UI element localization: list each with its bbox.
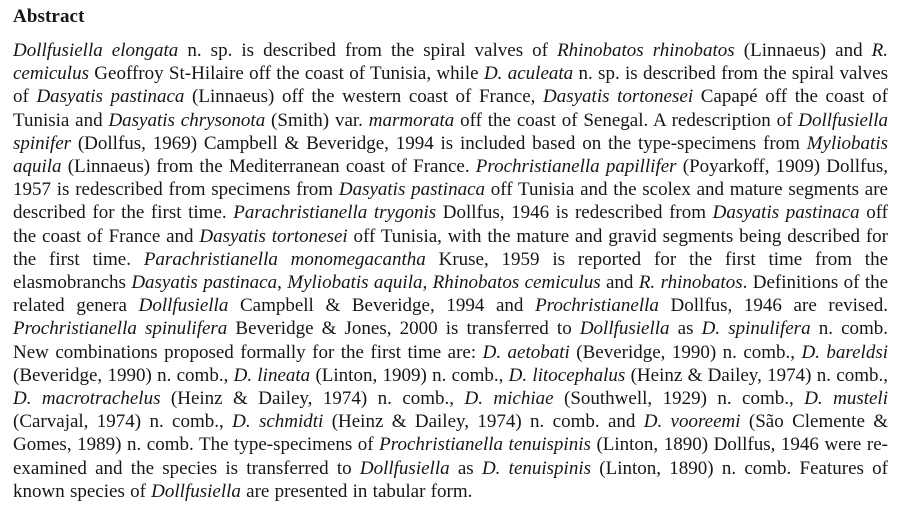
taxon-name: Dasyatis pastinaca (712, 202, 860, 224)
taxon-name: Rhinobatos rhinobatos (557, 40, 735, 61)
abstract-text-run: (Linton, 1890) n. comb. Features of known species of (13, 457, 889, 502)
abstract-text-run: , (277, 272, 288, 294)
abstract-text-run: (Linnaeus) off the western coast of France, (184, 86, 543, 108)
abstract-text-run: as (449, 457, 482, 479)
taxon-name: D. schmidti (232, 411, 324, 433)
abstract-text-run: (São Clemente & Gomes, 1989) n. comb. The type-specimens of (13, 411, 889, 456)
abstract-text-run: (Beveridge, 1990) n. comb., (569, 341, 802, 363)
abstract-text-run: off Tunisia and the scolex and mature segments are described for the first time. (13, 179, 888, 224)
taxon-name: Dollfusiella (151, 480, 241, 502)
abstract-text-run: n. sp. is described from the spiral valves of (13, 63, 888, 108)
abstract-text-run: off Tunisia, with the mature and gravid segments being described for the first time. (13, 225, 888, 270)
abstract-heading: Abstract (13, 6, 85, 27)
taxon-name: Dollfusiella (138, 295, 229, 317)
taxon-name: Parachristianella monomegacantha (143, 248, 426, 270)
abstract-text-run: (Smith) var. (265, 109, 369, 131)
taxon-name: Dasyatis pastinaca (338, 179, 486, 201)
abstract-text-run: Campbell & Beveridge, 1994 and (228, 295, 536, 317)
abstract-text (13, 39, 888, 503)
taxon-name: Dasyatis pastinaca (131, 272, 278, 294)
taxon-name: D. spinulifera (701, 318, 811, 340)
taxon-name: Parachristianella trygonis (233, 202, 437, 224)
taxon-name: Rhinobatos cemiculus (432, 272, 601, 294)
abstract-text-run: (Southwell, 1929) n. comb., (553, 388, 805, 410)
taxon-name: Dasyatis tortonesei (543, 86, 694, 108)
taxon-name: D. musteli (804, 388, 888, 410)
abstract-text-run: (Linton, 1909) n. comb., (310, 364, 509, 386)
taxon-name: Dasyatis tortonesei (199, 225, 348, 247)
abstract-text-run: (Beveridge, 1990) n. comb., (13, 364, 234, 386)
taxon-name: Dasyatis chrysonota (108, 109, 266, 131)
abstract-text-run: Kruse, 1959 is reported for the first time from the elasmobranchs (13, 248, 889, 294)
abstract-text-run: Dollfus, 1946 is redescribed from (436, 202, 713, 224)
abstract-text-run: (Linnaeus) and (734, 40, 872, 61)
taxon-name: R. rhinobatos (638, 272, 743, 294)
abstract-text-run: Geoffroy St-Hilaire off the coast of Tunisia, while (88, 63, 484, 85)
taxon-name: D. aetobati (482, 341, 570, 363)
abstract-text-run: (Linnaeus) from the Mediterranean coast of France. (61, 156, 476, 178)
taxon-name: D. vooreemi (643, 411, 741, 433)
taxon-name: Dollfusiella spinifer (13, 109, 888, 154)
taxon-name: Dasyatis pastinaca (36, 86, 185, 108)
abstract-text-run: off the coast of Senegal. A redescription of (454, 109, 799, 131)
taxon-name: Dollfusiella elongata (13, 40, 179, 61)
abstract-text-run: (Heinz & Dailey, 1974) n. comb., (160, 388, 465, 410)
abstract-text-run: Beveridge & Jones, 2000 is transferred to (227, 318, 580, 340)
taxon-name: D. aculeata (483, 63, 574, 85)
taxon-name: D. litocephalus (508, 364, 626, 386)
taxon-name: Myliobatis aquila (13, 132, 888, 178)
abstract-text-run: Capapé off the coast of Tunisia and (13, 86, 888, 131)
taxon-name: Prochristianella spinulifera (13, 318, 228, 340)
abstract-text-run: as (669, 318, 702, 340)
abstract-text-run: (Linton, 1890) Dollfus, 1946 were re-examined and the species is transferred to (13, 434, 888, 479)
abstract-text-run: (Poyarkoff, 1909) Dollfus, 1957 is redescribed from specimens from (13, 156, 888, 201)
taxon-name: D. lineata (233, 364, 311, 386)
abstract-text-run: n. comb. New combinations proposed formally for the first time are: (13, 318, 889, 363)
abstract-text-run: . Definitions of the related genera (13, 272, 889, 317)
abstract-text-run: and (600, 272, 639, 294)
abstract-text-run: (Heinz & Dailey, 1974) n. comb., (625, 364, 888, 386)
taxon-name: Prochristianella tenuispinis (379, 434, 591, 456)
taxon-name: Prochristianella papillifer (475, 156, 677, 178)
taxon-name: Prochristianella (535, 295, 659, 317)
taxon-name: D. tenuispinis (481, 457, 592, 479)
taxon-name: D. michiae (464, 388, 554, 410)
taxon-name: Dollfusiella (359, 457, 450, 479)
abstract-text-run: n. sp. is described from the spiral valves of (178, 40, 558, 61)
taxon-name: D. bareldsi (801, 341, 889, 363)
taxon-name: Dollfusiella (579, 318, 670, 340)
taxon-name: marmorata (368, 109, 455, 131)
taxon-name: D. macrotrachelus (13, 388, 161, 410)
taxon-name: Myliobatis aquila (287, 272, 423, 294)
abstract-text-run: (Carvajal, 1974) n. comb., (13, 411, 233, 433)
taxon-name: R. cemiculus (13, 40, 889, 85)
abstract-text-run: off the coast of France and (13, 202, 889, 247)
abstract-text-run: are presented in tabular form. (240, 480, 473, 502)
abstract-text-run: (Heinz & Dailey, 1974) n. comb. and (323, 411, 644, 433)
abstract-text-run: , (422, 272, 433, 294)
abstract-text-run: Dollfus, 1946 are revised. (658, 295, 889, 317)
abstract-text-run: (Dollfus, 1969) Campbell & Beveridge, 1994 is included based on the type-specimens from (71, 132, 807, 154)
